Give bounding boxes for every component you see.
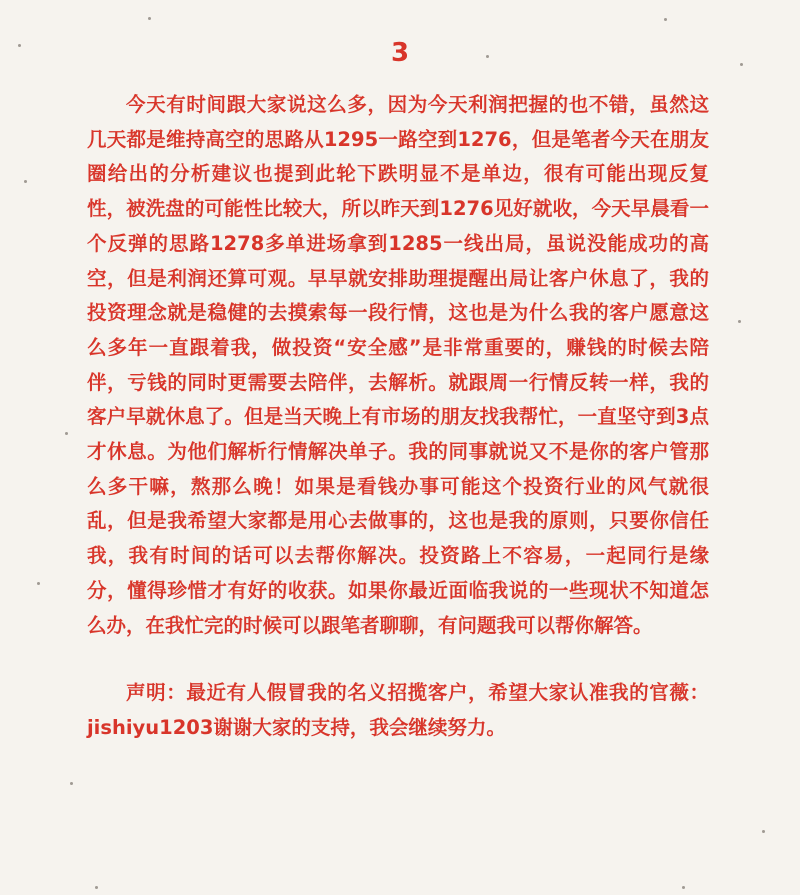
paper-speck xyxy=(664,18,667,21)
paper-speck xyxy=(65,432,68,435)
paper-speck xyxy=(148,17,151,20)
paper-speck xyxy=(738,320,741,323)
article-body xyxy=(87,88,709,746)
main-paragraph: 今天有时间跟大家说这么多，因为今天利润把握的也不错，虽然这几天都是维持高空的思路从1295一路空到1276，但是笔者今天在朋友圈给出的分析建议也提到此轮下跌明显不是单边，很有可能出现反复性，被洗盘的可能性比较大，所以昨天到1276见好就收，今天早晨看一个反弹的思路1278多单进场拿到1285一线出局，虽说没能成功的高空，但是利润还算可观。早早就安排助理提醒出局让客户休息了，我的投资理念就是稳健的去摸索每一段行情，这也是为什么我的客户愿意这么多年一直跟着我，做投资“安全感”是非常重要的，赚钱的时候去陪伴，亏钱的同时更需要去陪伴，去解析。就跟周一行情反转一样，我的客户早就休息了。但是当天晚上有市场的朋友找我帮忙，一直坚守到3点才休息。为他们解析行情解决单子。我的同事就说又不是你的客户管那么多干嘛，熬那么晚！如果是看钱办事可能这个投资行业的风气就很乱，但是我希望大家都是用心去做事的，这也是我的原则，只要你信任我，我有时间的话可以去帮你解决。投资路上不容易，一起同行是缘分，懂得珍惜才有好的收获。如果你最近面临我说的一些现状不知道怎么办，在我忙完的时候可以跟笔者聊聊，有问题我可以帮你解答。 xyxy=(87,93,709,637)
paper-speck xyxy=(682,886,685,889)
paper-speck xyxy=(95,886,98,889)
statement-paragraph: 声明：最近有人假冒我的名义招揽客户，希望大家认准我的官薇：jishiyu1203谢谢大家的支持，我会继续努力。 xyxy=(87,681,709,739)
page-number: 3 xyxy=(390,38,410,68)
paper-speck xyxy=(24,180,27,183)
paper-speck xyxy=(37,582,40,585)
paper-speck xyxy=(762,830,765,833)
paper-speck xyxy=(70,782,73,785)
